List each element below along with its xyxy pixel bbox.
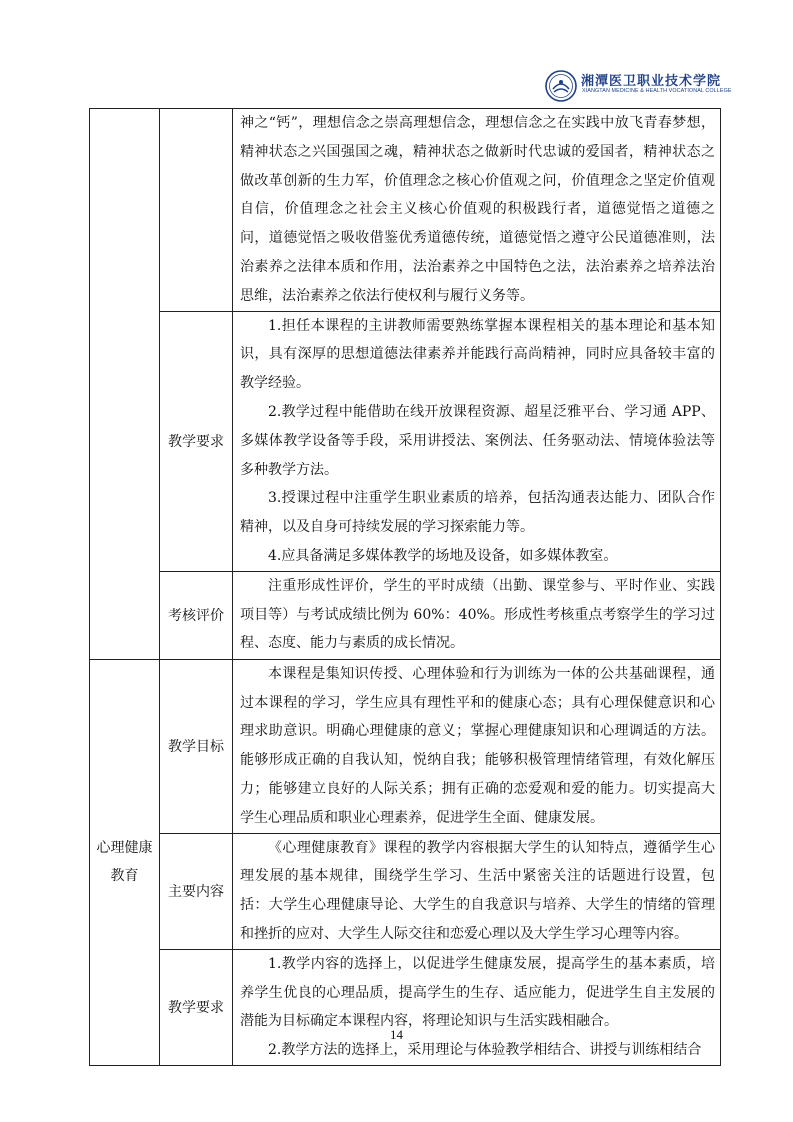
course-name-line: 心理健康 (96, 840, 153, 857)
course-name-cell-empty (90, 109, 160, 660)
school-logo-icon (545, 70, 577, 102)
row-label: 考核评价 (160, 571, 233, 659)
requirement-item: 3.授课过程中注重学生职业素质的培养，包括沟通表达能力、团队合作精神，以及自身可持续发展的学习探索能力等。 (240, 490, 715, 536)
page-header (545, 68, 730, 108)
requirement-item: 1.教学内容的选择上，以促进学生健康发展，提高学生的基本素质，培养学生优良的心理品质，提高学生的生存、适应能力，促进学生自主发展的潜能为目标确定本课程内容，将理论知识与生活实践相融合。 (240, 955, 715, 1030)
row-label: 主要内容 (160, 833, 233, 949)
school-name-cn: 湘潭医卫职业技术学院 (581, 74, 722, 89)
row-label: 教学目标 (160, 659, 233, 833)
table-row (90, 109, 721, 312)
content-cell (233, 949, 721, 1065)
row-label: 教学要求 (160, 949, 233, 1065)
content-cell (233, 833, 721, 949)
content-text: 神之“钙”，理想信念之崇高理想信念，理想信念之在实践中放飞青春梦想，精神状态之兴国强国之魂，精神状态之做新时代忠诚的爱国者，精神状态之做改革创新的生力军，价值理念之核心价值观之问，价值理念之坚定价值观自信，价值理念之社会主义核心价值观的积极践行者，道德觉悟之道德之问，道德觉悟之吸收借鉴优秀道德传统，道德觉悟之遵守公民道德准则，法治素养之法律本质和作用，法治素养之中国特色之法，法治素养之培养法治思维，法治素养之依法行使权利与履行义务等。 (240, 115, 715, 304)
requirement-item: 2.教学过程中能借助在线开放课程资源、超星泛雅平台、学习通 APP、多媒体教学设备等手段，采用讲授法、案例法、任务驱动法、情境体验法等多种教学方法。 (240, 403, 715, 478)
label-cell-empty (160, 109, 233, 312)
content-cell (233, 659, 721, 833)
content-text: 本课程是集知识传授、心理体验和行为训练为一体的公共基础课程，通过本课程的学习，学生应具有理性平和的健康心态；具有心理保健意识和心理求助意识。明确心理健康的意义；掌握心理健康知识和心理调适的方法。能够形成正确的自我认知，悦纳自我；能够积极管理情绪管理，有效化解压力；能够建立良好的人际关系；拥有正确的恋爱观和爱的能力。切实提高大学生心理品质和职业心理素养，促进学生全面、健康发展。 (240, 665, 715, 826)
requirement-item: 4.应具备满足多媒体教学的场地及设备，如多媒体教室。 (268, 547, 618, 564)
curriculum-table (89, 108, 721, 1066)
content-text: 注重形成性评价，学生的平时成绩（出勤、课堂参与、平时作业、实践项目等）与考试成绩比例为 60%：40%。形成性考核重点考察学生的学习过程、态度、能力与素质的成长情况。 (240, 577, 715, 652)
table-row (90, 659, 721, 833)
school-name-en: XIANGTAN MEDICINE & HEALTH VOCATIONAL COLLEGE (582, 88, 732, 94)
content-cell (233, 109, 721, 312)
page-number: 14 (390, 1027, 403, 1042)
course-name-cell (90, 659, 160, 1065)
row-label: 教学要求 (160, 311, 233, 571)
table-row (90, 949, 721, 1065)
content-text: 《心理健康教育》课程的教学内容根据大学生的认知特点，遵循学生心理发展的基本规律，围绕学生学习、生活中紧密关注的话题进行设置，包括：大学生心理健康导论、大学生的自我意识与培养、大学生的情绪的管理和挫折的应对、大学生人际交往和恋爱心理以及大学生学习心理等内容。 (240, 839, 715, 942)
table-row (90, 311, 721, 571)
requirement-item: 2.教学方法的选择上，采用理论与体验教学相结合、讲授与训练相结合 (268, 1042, 702, 1059)
course-name-line: 教育 (110, 868, 139, 885)
content-cell (233, 311, 721, 571)
content-cell (233, 571, 721, 659)
table-row (90, 571, 721, 659)
table-row (90, 833, 721, 949)
requirement-item: 1.担任本课程的主讲教师需要熟练掌握本课程相关的基本理论和基本知识，具有深厚的思想道德法律素养并能践行高尚精神，同时应具备较丰富的教学经验。 (240, 317, 715, 392)
